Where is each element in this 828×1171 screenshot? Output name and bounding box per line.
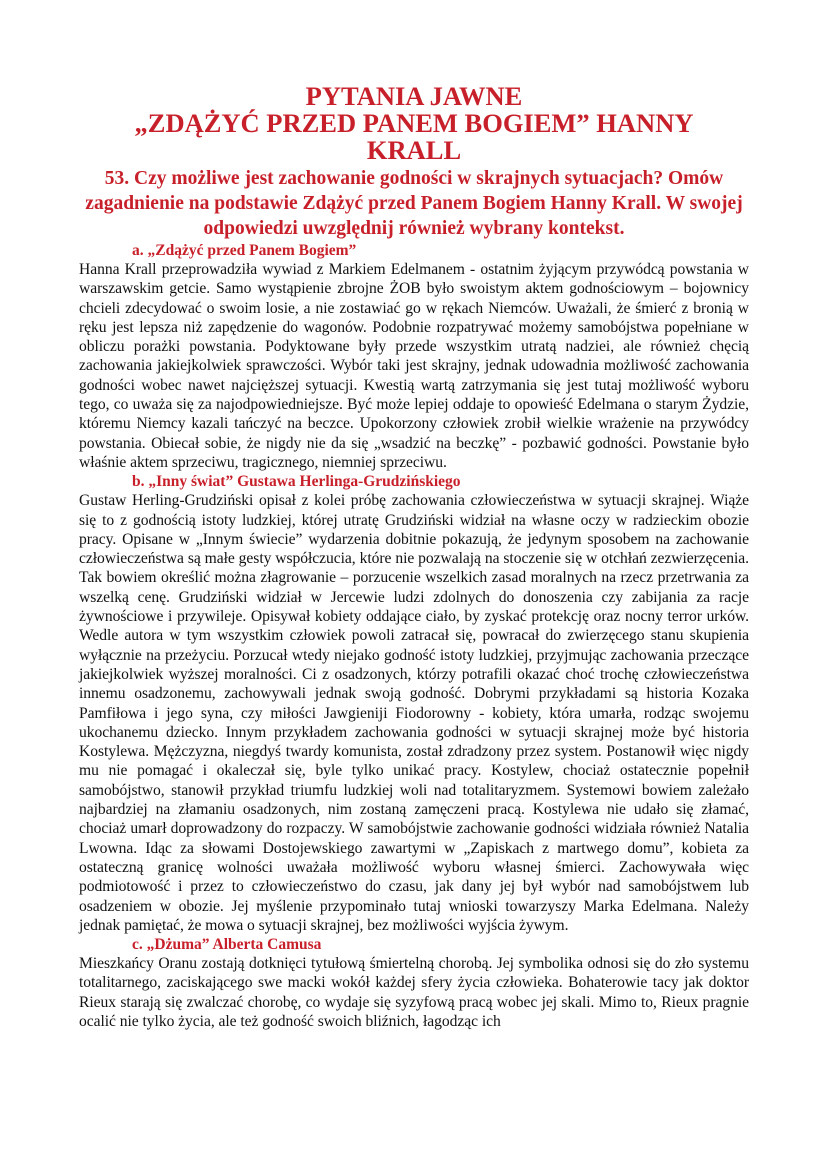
document-page (79, 83, 749, 1031)
section-herling (79, 472, 749, 935)
title-line-3: KRALL (366, 135, 462, 165)
section-paragraph-c: Mieszkańcy Oranu zostają dotknięci tytułową śmiertelną chorobą. Jej symbolika odnosi się do zło systemu totalitarnego, zaciskającego swe macki wokół każdej sfery życia człowieka. Bohaterowie tacy jak doktor Rieux starają się zwalczać chorobę, co wydaje się syzyfową pracą wobec jej skali. Mimo to, Rieux pragnie ocalić nie tylko życia, ale też godność swoich bliźnich, łagodząc ich (79, 955, 749, 1030)
question-heading: 53. Czy możliwe jest zachowanie godności w skrajnych sytuacjach? Omów zagadnienie na podstawie Zdążyć przed Panem Bogiem Hanny Krall. W swojej odpowiedzi uwzględnij również wybrany kontekst. (85, 168, 743, 239)
document-title (79, 83, 749, 164)
section-heading-c: c. „Dżuma” Alberta Camusa (132, 936, 322, 954)
section-paragraph-b: Gustaw Herling-Grudziński opisał z kolei próbę zachowania człowieczeństwa w sytuacji skrajnej. Wiąże się to z godnością istoty ludzkiej, której utratę Grudziński widział na własne oczy w radzieckim obozie pracy. Opisane w „Innym świecie” wydarzenia dobitnie pokazują, że jedynym sposobem na zachowanie człowieczeństwa są małe gesty współczucia, które nie pozwalają na stoczenie się w otchłań zezwierzęcenia. Tak bowiem określić można złagrowanie – porzucenie wszelkich zasad moralnych na rzecz przetrwania za wszelką cenę. Grudziński widział w Jercewie ludzi zdolnych do donoszenia czy zabijania za racje żywnościowe i przywileje. Opisywał kobiety oddające ciało, by zyskać protekcję oraz nocny terror urków. Wedle autora w tym wszystkim człowiek powoli zatracał się, powracał do zwierzęcego stanu skupienia wyłącznie na przeżyciu. Porzucał wtedy niejako godność istoty ludzkiej, przyjmując zachowania przeczące jakiejkolwiek wyższej moralności. Ci z osadzonych, którzy potrafili okazać choć trochę człowieczeństwa innemu osadzonemu, zachowywali jednak swoją godność. Dobrymi przykładami są historia Kozaka Pamfiłowa i jego syna, czy miłości Jawgieniji Fiodorowny - kobiety, która umarła, rodząc swojemu ukochanemu dziecko. Innym przykładem zachowania godności w sytuacji skrajnej może być historia Kostylewa. Mężczyzna, niegdyś twardy komunista, został zdradzony przez system. Postanowił więc nigdy mu nie pomagać i okaleczał się, byle tylko unikać pracy. Kostylew, chociaż ostatecznie popełnił samobójstwo, stanowił przykład triumfu ludzkiej woli nad totalitaryzmem. Systemowi bowiem zależało najbardziej na złamaniu osadzonych, nim zostaną zamęczeni pracą. Kostylewa nie udało się złamać, chociaż umarł doprowadzony do rozpaczy. W samobójstwie zachowanie godności widziała również Natalia Lwowna. Idąc za słowami Dostojewskiego zawartymi w „Zapiskach z martwego domu”, kobieta za ostateczną granicę wolności uważała możliwość wyboru własnej śmierci. Zachowywała więc podmiotowość i przez to człowieczeństwo do czasu, jak dany jej był wybór nad samobójstwem lub osadzeniem w obozie. Jej myślenie przypominało tutaj wnioski towarzyszy Marka Edelmana. Należy jednak pamiętać, że mowa o sytuacji skrajnej, bez możliwości wyjścia żywym. (79, 492, 749, 934)
section-paragraph-a: Hanna Krall przeprowadziła wywiad z Markiem Edelmanem - ostatnim żyjącym przywódcą powstania w warszawskim getcie. Samo wystąpienie zbrojne ŻOB było swoistym aktem godnościowym – bojownicy chcieli zdecydować o swoim losie, a nie zostawiać go w rękach Niemców. Uważali, że śmierć z bronią w ręku jest lepsza niż zapędzenie do wagonów. Podobnie rozpatrywać możemy samobójstwa popełniane w obliczu porażki powstania. Podyktowane były przede wszystkim utratą nadziei, ale również chęcią zachowania jakiejkolwiek sprawczości. Wybór taki jest skrajny, jednak udowadnia możliwość zachowania godności wobec nawet najcięższej sytuacji. Kwestią wartą zatrzymania się jest tutaj możliwość wyboru tego, co uważa się za najodpowiedniejsze. Być może lepiej oddaje to opowieść Edelmana o starym Żydzie, któremu Niemcy kazali tańczyć na beczce. Upokorzony człowiek zrobił wielkie wrażenie na przywódcy powstania. Obiecał sobie, że nigdy nie da się „wsadzić na beczkę” - pozbawić godności. Powstanie było właśnie aktem sprzeciwu, tragicznego, niemniej sprzeciwu. (79, 261, 749, 471)
section-heading-b: b. „Inny świat” Gustawa Herlinga-Grudzińskiego (132, 473, 461, 491)
section-krall (79, 241, 749, 472)
section-camus (79, 935, 749, 1031)
title-line-1: PYTANIA JAWNE (305, 81, 523, 111)
title-line-2: „ZDĄŻYĆ PRZED PANEM BOGIEM” HANNY (134, 108, 694, 138)
section-heading-a: a. „Zdążyć przed Panem Bogiem” (132, 242, 357, 259)
